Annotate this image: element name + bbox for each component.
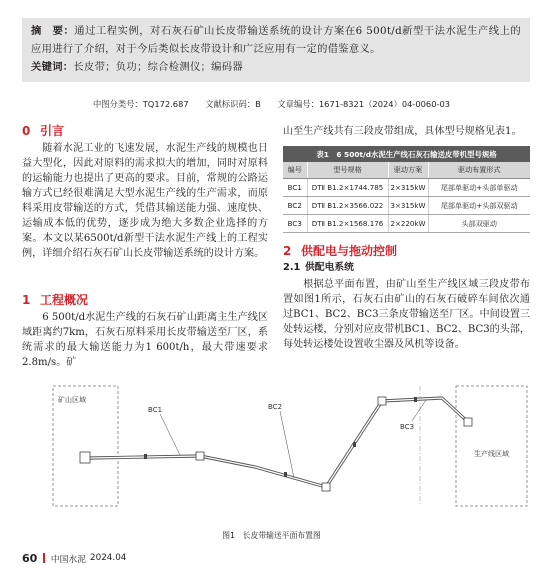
table-cell: DTⅡ B1.2×1744.785: [307, 179, 388, 197]
mine-area-label: 矿山区域: [58, 396, 86, 404]
table-header-row: [283, 162, 530, 179]
belt-support: [284, 472, 287, 477]
table-1: [283, 146, 530, 233]
abstract: [31, 22, 521, 58]
section-title: 供配电与拖动控制: [301, 244, 398, 258]
bc1-leader-line: [160, 414, 180, 455]
transfer-tower-2: [378, 397, 386, 405]
table-cell: 3×315kW: [388, 197, 428, 215]
table-row: [283, 197, 530, 215]
bc3-label: BC3: [400, 423, 415, 431]
table-cell: 尾部单驱动+头部双驱动: [428, 197, 530, 215]
table-cell: 头部双驱动: [428, 215, 530, 233]
keywords: [31, 58, 521, 76]
abstract-label: 摘 要：: [31, 25, 75, 37]
section-1-heading: [22, 293, 268, 307]
table-cell: BC2: [283, 197, 307, 215]
table-cell: 2×220kW: [388, 215, 428, 233]
transfer-tower-1: [196, 452, 204, 460]
article-number: 文章编号：1671-8321（2024）04-0060-03: [277, 99, 451, 109]
belt-support: [414, 397, 417, 402]
overview-paragraph-continued: 山至生产线共有三段皮带组成，具体型号规格见表1。: [283, 126, 522, 137]
page-footer: [22, 551, 126, 565]
clc-number: 中图分类号：TQ172.687: [92, 99, 189, 109]
overview-paragraph: 6 500t/d水泥生产线的石灰石矿山距离主生产线区域距离约7km，石灰石原料采用长皮带输送至厂区，系统需求的最大输送能力为1 600t/h，最大带速要求2.8m/s。矿: [22, 312, 268, 368]
document-code: 文献标识码：B: [205, 99, 261, 109]
table-row: [283, 179, 530, 197]
table-row: [283, 215, 530, 233]
section-number: 1: [22, 293, 31, 307]
abstract-text: 通过工程实例，对石灰石矿山长皮带输送系统的设计方案在6 500t/d新型干法水泥生产线上的应用进行了介绍，对于今后类似长皮带设计和广泛应用有一定的借鉴意义。: [31, 25, 521, 55]
journal-issue: 2024.04: [90, 553, 127, 563]
subsection-title: 供配电系统: [305, 262, 354, 273]
intro-paragraph: 随着水泥工业的飞速发展，水泥生产线的规模也日益大型化，因此对原料的需求拟大的增加，同时对原料的运输能力也提出了更高的要求。目前，常规的公路运输方式已经很难满足大型水泥生产线的生产需求，而原料采用皮带输送的方式，凭借其输送能力强、速度快、运输成本低的优势，逐步成为绝大多数企业选择的方案。本文以某6500t/d新型干法水泥生产线上的工程实例，详细介绍石灰石矿山长皮带输送系统的设计方案。: [22, 143, 268, 259]
crusher-building: [80, 452, 90, 463]
section-number: 0: [22, 124, 31, 138]
table-cell: DTⅡ B1.2×3566.022: [307, 197, 388, 215]
table-cell: BC1: [283, 179, 307, 197]
column-header: 编号: [283, 162, 307, 179]
belt-support: [353, 442, 356, 447]
table-cell: 2×315kW: [388, 179, 428, 197]
drive-station: [322, 483, 330, 491]
mine-area-boundary: [53, 386, 118, 506]
section-2-1-heading: [283, 261, 530, 274]
journal-name: 中国水泥: [50, 554, 87, 565]
bc1-label: BC1: [148, 406, 163, 414]
figure-1-caption: 图1 长皮带输送平面布置图: [222, 531, 321, 540]
column-header: 驱动方案: [388, 162, 428, 179]
keywords-label: 关键词：: [31, 61, 74, 73]
bc2-label: BC2: [268, 403, 283, 411]
abstract-box: [22, 18, 530, 82]
classification-line: [0, 98, 543, 110]
production-area-label: 生产线区域: [474, 450, 509, 458]
section-title: 引言: [40, 124, 65, 138]
section-number: 2: [283, 244, 292, 258]
table-cell: DTⅡ B1.2×1568.176: [307, 215, 388, 233]
production-area-boundary: [456, 386, 527, 506]
power-paragraph: 根据总平面布置，由矿山至生产线区域三段皮带布置如图1所示，石灰石由矿山的石灰石破碎车间依次通过BC1、BC2、BC3三条皮带输送至厂区。中间设置三处转运楼，分别对应皮带机BC1、BC2、BC3的头部，每处转运楼处设置收尘器及风机等设备。: [283, 279, 530, 350]
table-cell: BC3: [283, 215, 307, 233]
table-cell: 尾部单驱动+头部单驱动: [428, 179, 530, 197]
section-0-heading: [22, 124, 268, 138]
transfer-tower-3: [464, 418, 472, 426]
bc2-leader-line: [280, 411, 294, 478]
page-number: 60: [22, 551, 38, 565]
section-title: 工程概况: [40, 293, 89, 307]
table-caption: 表1 6 500t/d水泥生产线石灰石输送皮带机型号规格: [283, 146, 530, 162]
belt-support: [144, 454, 147, 459]
column-header: 型号规格: [307, 162, 388, 179]
figure-1-diagram: [22, 378, 530, 528]
keywords-text: 长皮带；负功；综合检测仪；编码器: [73, 61, 243, 73]
column-header: 驱动布置形式: [428, 162, 530, 179]
bc3-leader-line: [412, 400, 426, 421]
footer-separator: [43, 553, 45, 563]
subsection-number: 2.1: [283, 262, 301, 273]
table-caption-row: [283, 146, 530, 162]
section-2-heading: [283, 244, 530, 258]
